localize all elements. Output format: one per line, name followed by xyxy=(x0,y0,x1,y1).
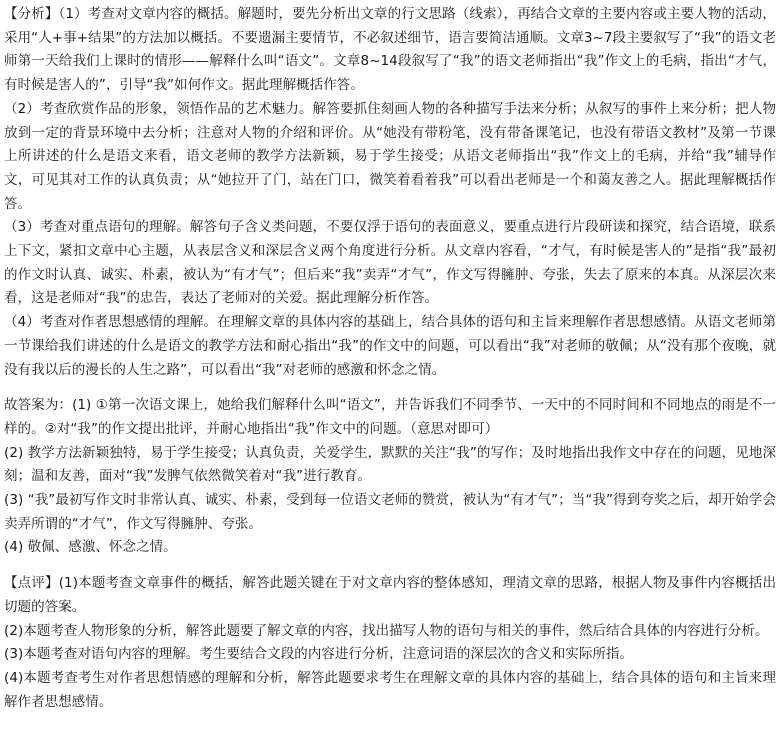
analysis-paragraph-2: （2）考查欣赏作品的形象，领悟作品的艺术魅力。解答要抓住刻画人物的各种描写手法来分析；从叙写的事件上来分析；把人物放到一定的背景环境中去分析；注意对人物的介绍和评价。从“她没有带粉笔，没有带备课笔记，也没有带语文教材”及第一节课上所讲述的什么是语文来看，语文老师的教学方法新颖，易于学生接受；从语文老师指出“我”作文上的毛病，并给“我”辅导作文，可见其对工作的认真负责；从“她拉开了门，站在门口，微笑着看着我”可以看出老师是一个和蔼友善之人。据此理解概括作答。 xyxy=(4,100,776,212)
answer-section xyxy=(4,394,776,560)
comment-item-2: (2)本题考查人物形象的分析，解答此题要了解文章的内容，找出描写人物的语句与相关的事件，然后结合具体的内容进行分析。 xyxy=(4,622,769,639)
comment-section xyxy=(4,572,776,714)
analysis-paragraph-3: （3）考查对重点语句的理解。解答句子含义类问题，不要仅浮于语句的表面意义，要重点进行片段研读和探究，结合语境，联系上下文，紧扣文章中心主题，从表层含义和深层含义两个角度进行分析。从文章内容看，“才气，有时候是害人的”是指“我”最初的作文时认真、诚实、朴素，被认为“有才气”；但后来“我”卖弄“才气”，作文写得臃肿、夸张，失去了原来的本真。从深层次来看，这是老师对“我”的忠告，表达了老师对的关爱。据此理解分析作答。 xyxy=(4,219,776,307)
answer-item-2: (2) 教学方法新颖独特，易于学生接受；认真负责，关爱学生，默默的关注“我”的写作；及时地指出我作文中存在的问题，见地深刻；温和友善，面对“我”发脾气依然微笑着对“我”进行教育。 xyxy=(4,444,776,485)
answer-item-1: 故答案为：(1) ①第一次语文课上，她给我们解释什么叫“语文”，并告诉我们不同季节、一天中的不同时间和不同地点的雨是不一样的。②对“我”的作文提出批评，并耐心地指出“我”作文中的问题。（意思对即可） xyxy=(4,397,776,437)
comment-item-4: (4)本题考查考生对作者思想情感的理解和分析，解答此题要求考生在理解文章的具体内容的基础上，结合具体的语句和主旨来理解作者思想感情。 xyxy=(4,669,776,710)
analysis-paragraph-1: 【分析】（1）考查对文章内容的概括。解题时，要先分析出文章的行文思路（线索），再结合文章的主要内容或主要人物的活动，采用“人+事+结果”的方法加以概括。不要遗漏主要情节，不必叙述细节，语言要简洁通顺。文章3~7段主要叙写了“我”的语文老师第一天给我们上课时的情形——解释什么叫“语文”。文章8~14段叙写了“我”的语文老师指出“我”作文上的毛病，指出“才气，有时候是害人的”，引导“我”如何作文。据此理解概括作答。 xyxy=(4,6,776,94)
section-spacer xyxy=(4,382,776,394)
answer-item-4: (4) 敬佩、感激、怀念之情。 xyxy=(4,539,177,556)
answer-item-3: (3) “我”最初写作文时非常认真、诚实、朴素，受到每一位语文老师的赞赏，被认为“有才气”；当“我”得到夸奖之后，却开始学会卖弄所谓的“才气”，作文写得臃肿、夸张。 xyxy=(4,492,776,532)
comment-item-1: 【点评】(1)本题考查文章事件的概括，解答此题关键在于对文章内容的整体感知，理清文章的思路，根据人物及事件内容概括出切题的答案。 xyxy=(4,575,776,615)
analysis-section xyxy=(4,3,776,382)
comment-item-3: (3)本题考查对语句内容的理解。考生要结合文段的内容进行分析，注意词语的深层次的含义和实际所指。 xyxy=(4,646,634,663)
analysis-paragraph-4: （4）考查对作者思想感情的理解。在理解文章的具体内容的基础上，结合具体的语句和主旨来理解作者思想感情。从语文老师第一节课给我们讲述的什么是语文的教学方法和耐心指出“我”的作文中的问题，可以看出“我”对老师的敬佩；从“没有那个夜晚，就没有我以后的漫长的人生之路”，可以看出“我”对老师的感激和怀念之情。 xyxy=(4,314,776,378)
section-spacer xyxy=(4,560,776,572)
